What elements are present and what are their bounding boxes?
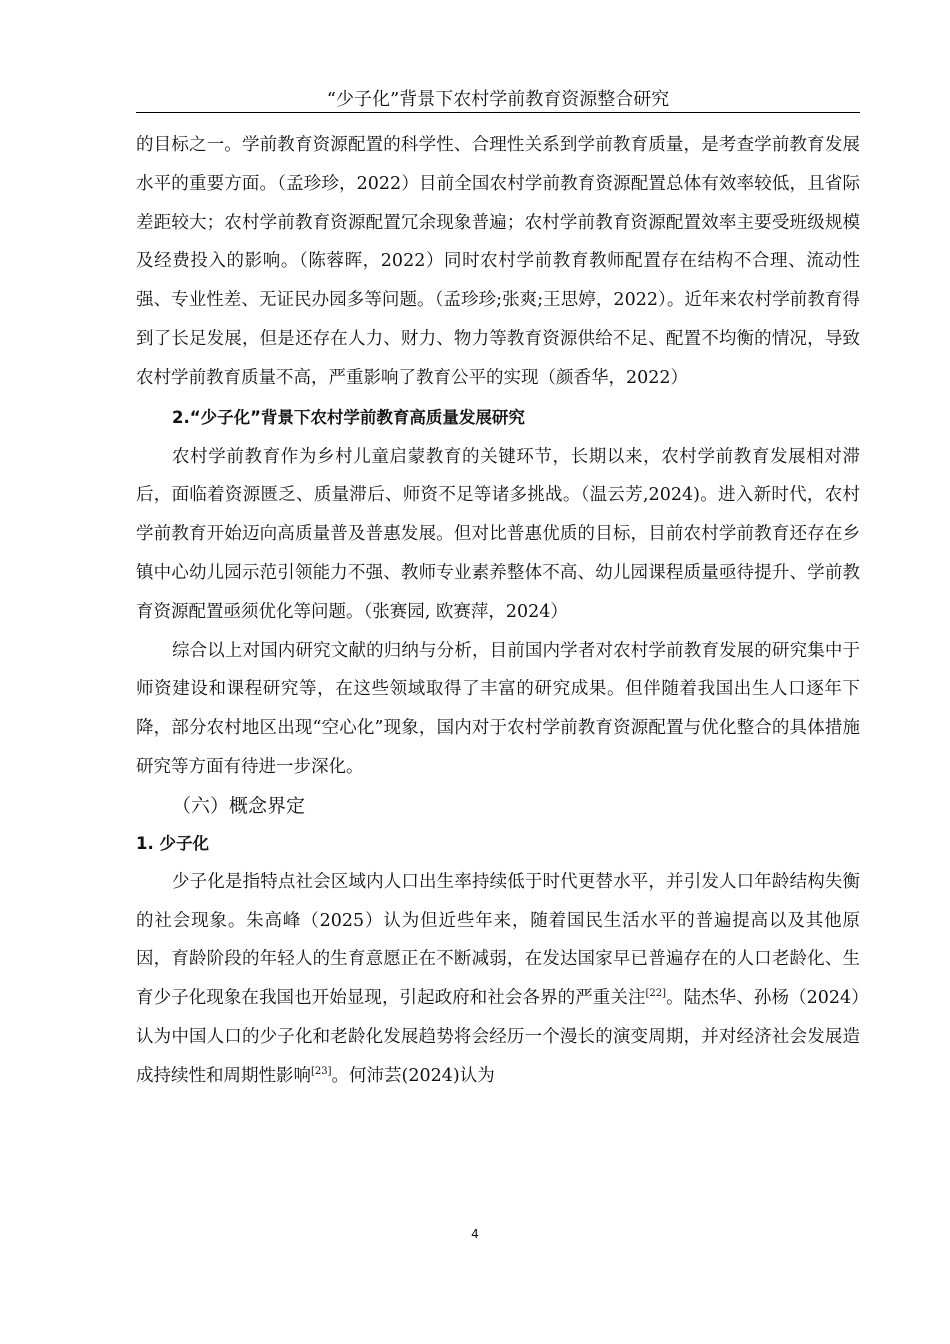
page-number: 4	[471, 1227, 479, 1241]
paragraph-text-part-2: 。陆杰华、孙杨（2024）认为中国人口的少子化和老龄化发展趋势将会经历一个漫长的演变周期，并对经济社会发展造成持续性和周期性影响	[136, 988, 860, 1086]
page-body	[136, 126, 860, 1096]
citation-23: [23]	[311, 1065, 332, 1077]
paragraph-rural-preschool-challenges: 农村学前教育作为乡村儿童启蒙教育的关键环节，长期以来，农村学前教育发展相对滞后，面临着资源匮乏、质量滞后、师资不足等诸多挑战。（温云芳,2024)。进入新时代，农村学前教育开始迈向高质量普及普惠发展。但对比普惠优质的目标，目前农村学前教育还存在乡镇中心幼儿园示范引领能力不强、教师专业素养整体不高、幼儿园课程质量亟待提升、学前教育资源配置亟须优化等问题。（张赛园, 欧赛萍，2024）	[136, 446, 860, 622]
paragraph-text-part-3: 。何沛芸(2024)认为	[331, 1065, 495, 1086]
citation-22: [22]	[645, 988, 667, 1000]
subheading-low-fertility: 1. 少子化	[136, 833, 209, 853]
paragraph-low-fertility-definition	[136, 863, 860, 1096]
running-header: “少子化”背景下农村学前教育资源整合研究	[326, 89, 670, 110]
section-heading-concept-definition: （六）概念界定	[172, 794, 306, 817]
paragraph-text-part-1: 少子化是指特点社会区域内人口出生率持续低于时代更替水平，并引发人口年龄结构失衡的社会现象。朱高峰（2025）认为但近些年来，随着国民生活水平的普遍提高以及其他原因，育龄阶段的年轻人的生育意愿正在不断减弱，在发达国家早已普遍存在的人口老龄化、生育少子化现象在我国也开始显现，引起政府和社会各界的严重关注	[136, 871, 860, 1009]
paragraph-resource-allocation: 的目标之一。学前教育资源配置的科学性、合理性关系到学前教育质量，是考查学前教育发展水平的重要方面。（孟珍珍，2022）目前全国农村学前教育资源配置总体有效率较低，且省际差距较大；农村学前教育资源配置冗余现象普遍；农村学前教育资源配置效率主要受班级规模及经费投入的影响。（陈蓉晖，2022）同时农村学前教育教师配置存在结构不合理、流动性强、专业性差、无证民办园多等问题。（孟珍珍;张爽;王思婷，2022）。近年来农村学前教育得到了长足发展，但是还存在人力、财力、物力等教育资源供给不足、配置不均衡的情况，导致农村学前教育质量不高，严重影响了教育公平的实现（颜香华，2022）	[136, 135, 860, 388]
header-rule	[136, 112, 860, 113]
paragraph-literature-summary: 综合以上对国内研究文献的归纳与分析，目前国内学者对农村学前教育发展的研究集中于师资建设和课程研究等，在这些领域取得了丰富的研究成果。但伴随着我国出生人口逐年下降，部分农村地区出现“空心化”现象，国内对于农村学前教育资源配置与优化整合的具体措施研究等方面有待进一步深化。	[136, 640, 860, 777]
subheading-high-quality-development: 2.“少子化”背景下农村学前教育高质量发展研究	[172, 407, 525, 427]
